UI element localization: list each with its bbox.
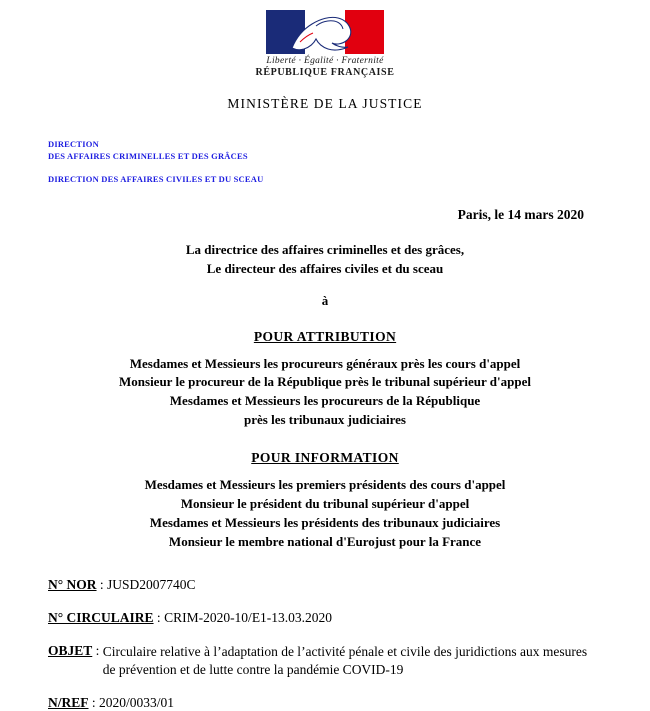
information-recipients: [48, 476, 602, 551]
circulaire-separator: :: [153, 610, 165, 626]
date-line: Paris, le 14 mars 2020: [457, 206, 584, 222]
nor-separator: :: [96, 577, 108, 593]
nref-value: 2020/0033/01: [99, 695, 175, 711]
nref-label: N/REF: [48, 695, 89, 711]
nor-row: [48, 577, 602, 593]
recipient-line: Mesdames et Messieurs les procureurs de la République: [169, 393, 481, 409]
recipient-line: près les tribunaux judiciaires: [244, 412, 406, 428]
recipient-line: Monsieur le membre national d'Eurojust pour la France: [168, 533, 482, 549]
republique-francaise-text: RÉPUBLIQUE FRANÇAISE: [255, 67, 395, 78]
attribution-recipients: [48, 355, 602, 430]
ministry-title: MINISTÈRE DE LA JUSTICE: [227, 96, 423, 111]
addressee-preposition: à: [321, 292, 329, 308]
signatory-line-1: La directrice des affaires criminelles et des grâces,: [185, 241, 465, 257]
nor-value: JUSD2007740C: [107, 577, 196, 593]
nref-separator: :: [88, 695, 100, 711]
french-flag-icon: [266, 10, 384, 54]
reference-block: [48, 577, 602, 711]
nor-label: N° NOR: [48, 577, 97, 593]
direction-line-1: DIRECTION: [48, 139, 99, 149]
devise-text: Liberté · Égalité · Fraternité: [266, 56, 384, 66]
marianne-profile-icon: [286, 12, 364, 52]
recipient-line: Monsieur le procureur de la République près le tribunal supérieur d'appel: [119, 374, 531, 390]
circulaire-row: [48, 610, 602, 626]
recipient-line: Mesdames et Messieurs les premiers présidents des cours d'appel: [144, 477, 506, 492]
attribution-heading: POUR ATTRIBUTION: [253, 328, 397, 344]
recipient-line: Monsieur le président du tribunal supérieur d'appel: [180, 495, 470, 511]
objet-value: Circulaire relative à l’adaptation de l’activité pénale et civile des juridictions aux mesures de prévention et de lutte contre la pandémie COVID-19: [102, 644, 588, 677]
signatories-block: [48, 241, 602, 279]
information-heading: POUR INFORMATION: [251, 450, 399, 465]
nref-row: [48, 695, 602, 711]
direction-line-3: DIRECTION DES AFFAIRES CIVILES ET DU SCEAU: [48, 173, 264, 184]
republique-francaise-emblem: [48, 0, 602, 78]
recipient-line: Mesdames et Messieurs les présidents des tribunaux judiciaires: [149, 514, 501, 530]
recipient-line: Mesdames et Messieurs les procureurs généraux près les cours d'appel: [129, 355, 521, 371]
objet-row: [48, 643, 602, 678]
circulaire-label: N° CIRCULAIRE: [48, 610, 154, 626]
circulaire-value: CRIM-2020-10/E1-13.03.2020: [164, 610, 333, 626]
signatory-line-2: Le directeur des affaires civiles et du sceau: [206, 260, 444, 276]
directions-block: [48, 138, 602, 185]
objet-separator: :: [92, 643, 103, 659]
direction-line-2: DES AFFAIRES CRIMINELLES ET DES GRÂCES: [48, 151, 248, 162]
objet-label: OBJET: [48, 643, 93, 659]
